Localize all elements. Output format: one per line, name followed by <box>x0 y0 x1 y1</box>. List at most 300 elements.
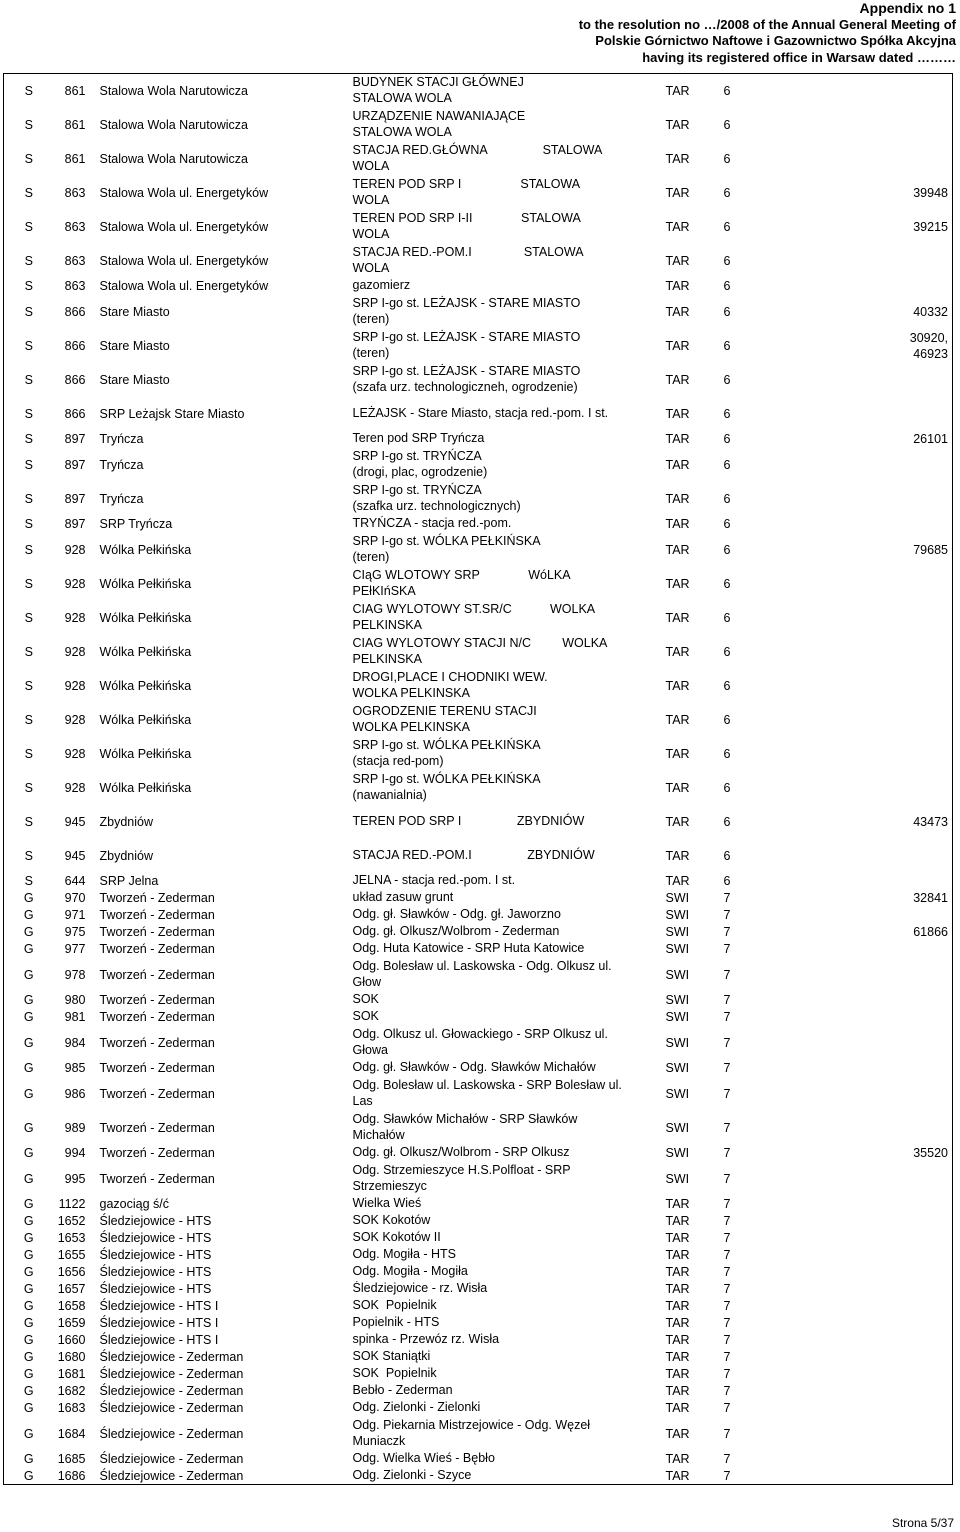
description-line-2: (drogi, plac, ogrodzenie) <box>352 464 488 479</box>
number-cell <box>54 907 96 924</box>
location-cell <box>96 1264 349 1281</box>
number-value: 1686 <box>57 1468 86 1483</box>
code-value: SWI <box>665 925 690 939</box>
appendix-label: Appendix no 1 <box>859 0 956 16</box>
group-value: 6 <box>723 457 731 472</box>
reference-cell <box>780 1247 953 1264</box>
description-line-1: SRP I-go st. TRYŃCZA <box>352 449 482 463</box>
number-value: 1656 <box>57 1265 86 1279</box>
table-row <box>4 1162 953 1196</box>
table-row <box>4 244 953 278</box>
code-value: TAR <box>665 712 690 727</box>
code-cell <box>662 533 720 567</box>
code-cell <box>662 873 720 890</box>
location-value: Tworzeń - Zederman <box>99 1120 215 1135</box>
group-value: 6 <box>723 151 731 166</box>
description-cell <box>349 74 662 108</box>
description-cell <box>349 1213 662 1230</box>
location-value: Stalowa Wola Narutowicza <box>99 117 248 132</box>
type-cell <box>4 924 54 941</box>
type-value: G <box>23 1035 34 1050</box>
group-cell <box>720 1400 780 1417</box>
number-value: 897 <box>64 432 86 446</box>
location-cell <box>96 1366 349 1383</box>
group-cell <box>720 635 780 669</box>
reference-value: 61866 <box>913 925 948 939</box>
type-cell <box>4 482 54 516</box>
code-value: TAR <box>665 1384 690 1398</box>
number-cell <box>54 1230 96 1247</box>
location-value: Tworzeń - Zederman <box>99 1010 215 1024</box>
number-cell <box>54 1451 96 1468</box>
description-line-1: SRP I-go st. LEŻAJSK - STARE MIASTO <box>352 330 581 344</box>
type-value: G <box>23 1426 34 1441</box>
description-line-1: CIAG WYLOTOWY ST.SR/C WOLKA <box>352 602 596 616</box>
code-value: TAR <box>665 1282 690 1296</box>
description-cell <box>349 516 662 533</box>
reference-value: 30920, <box>909 330 948 345</box>
location-cell <box>96 329 349 363</box>
description-cell <box>349 703 662 737</box>
group-cell <box>720 771 780 805</box>
reference-cell <box>780 1332 953 1349</box>
location-cell <box>96 176 349 210</box>
group-value: 7 <box>723 1468 731 1483</box>
code-cell <box>662 142 720 176</box>
code-value: SWI <box>665 1120 690 1135</box>
type-value: S <box>24 712 33 727</box>
group-cell <box>720 295 780 329</box>
location-cell <box>96 924 349 941</box>
reference-cell <box>780 295 953 329</box>
number-value: 866 <box>64 304 86 319</box>
description-line-1: SOK Kokotów <box>352 1213 431 1228</box>
reference-value: 39948 <box>913 185 948 200</box>
number-value: 945 <box>64 848 86 863</box>
description-cell <box>349 431 662 448</box>
number-value: 897 <box>64 457 86 472</box>
code-cell <box>662 431 720 448</box>
description-line-1: Odg. Strzemieszyce H.S.Polfloat - SRP <box>352 1163 571 1177</box>
location-cell <box>96 601 349 635</box>
code-cell <box>662 516 720 533</box>
number-cell <box>54 771 96 805</box>
table-row <box>4 448 953 482</box>
code-cell <box>662 1196 720 1213</box>
number-value: 1658 <box>57 1299 86 1313</box>
description-cell <box>349 1264 662 1281</box>
location-cell <box>96 839 349 873</box>
location-value: Tworzeń - Zederman <box>99 1035 215 1050</box>
code-cell <box>662 363 720 397</box>
reference-cell <box>780 431 953 448</box>
code-cell <box>662 907 720 924</box>
number-value: 928 <box>64 712 86 727</box>
description-line-2: WOLA <box>352 226 390 241</box>
reference-cell <box>780 703 953 737</box>
description-cell <box>349 1247 662 1264</box>
code-cell <box>662 1298 720 1315</box>
type-cell <box>4 1366 54 1383</box>
location-value: Śledziejowice - HTS I <box>99 1299 219 1313</box>
code-value: TAR <box>665 517 690 531</box>
group-value: 6 <box>723 117 731 132</box>
number-value: 994 <box>64 1146 86 1160</box>
description-cell <box>349 635 662 669</box>
group-value: 6 <box>723 304 731 319</box>
group-value: 6 <box>723 372 731 387</box>
description-cell <box>349 1332 662 1349</box>
type-value: G <box>23 993 34 1007</box>
description-line-1: TRYŃCZA - stacja red.-pom. <box>352 516 512 531</box>
description-line-1: Śledziejowice - rz. Wisła <box>352 1281 488 1296</box>
location-value: Stalowa Wola ul. Energetyków <box>99 279 269 293</box>
reference-cell <box>780 839 953 873</box>
table-row <box>4 737 953 771</box>
group-value: 6 <box>723 432 731 446</box>
group-cell <box>720 1366 780 1383</box>
group-cell <box>720 516 780 533</box>
reference-value: 79685 <box>913 542 948 557</box>
code-value: TAR <box>665 746 690 761</box>
reference-cell <box>780 669 953 703</box>
reference-cell <box>780 74 953 108</box>
location-value: Śledziejowice - Zederman <box>99 1384 244 1398</box>
group-cell <box>720 1451 780 1468</box>
description-cell <box>349 108 662 142</box>
table-row <box>4 1009 953 1026</box>
description-cell <box>349 567 662 601</box>
location-value: Stare Miasto <box>99 338 170 353</box>
group-cell <box>720 108 780 142</box>
location-cell <box>96 295 349 329</box>
table-row <box>4 1315 953 1332</box>
type-cell <box>4 1383 54 1400</box>
location-cell <box>96 1468 349 1485</box>
location-cell <box>96 244 349 278</box>
reference-value: 43473 <box>913 814 948 829</box>
group-value: 6 <box>723 874 731 888</box>
description-cell <box>349 1162 662 1196</box>
group-value: 6 <box>723 253 731 268</box>
location-value: Śledziejowice - HTS <box>99 1248 212 1262</box>
number-cell <box>54 1366 96 1383</box>
code-cell <box>662 1077 720 1111</box>
number-cell <box>54 295 96 329</box>
type-value: S <box>24 304 33 319</box>
description-line-1: LEŻAJSK - Stare Miasto, stacja red.-pom. I st. <box>352 405 609 420</box>
description-cell <box>349 1196 662 1213</box>
type-value: S <box>24 253 33 268</box>
group-cell <box>720 839 780 873</box>
type-value: S <box>24 678 33 693</box>
number-value: 863 <box>64 279 86 293</box>
table-row <box>4 1247 953 1264</box>
description-line-2: WOLA <box>352 192 390 207</box>
description-line-1: BUDYNEK STACJI GŁÓWNEJ <box>352 75 524 90</box>
group-value: 6 <box>723 406 731 421</box>
number-value: 866 <box>64 338 86 353</box>
type-value: S <box>24 848 33 863</box>
type-cell <box>4 1162 54 1196</box>
group-value: 7 <box>723 1333 731 1347</box>
table-row <box>4 839 953 873</box>
number-value: 945 <box>64 814 86 829</box>
type-value: S <box>24 780 33 795</box>
code-value: TAR <box>665 644 690 659</box>
group-cell <box>720 1077 780 1111</box>
asset-table <box>3 73 953 1485</box>
group-value: 6 <box>723 746 731 761</box>
description-cell <box>349 176 662 210</box>
type-cell <box>4 1332 54 1349</box>
description-line-1: Odg. Bolesław ul. Laskowska - SRP Bolesław ul. <box>352 1078 622 1092</box>
table-row <box>4 533 953 567</box>
reference-cell <box>780 397 953 431</box>
type-cell <box>4 142 54 176</box>
type-value: S <box>24 406 33 421</box>
code-value: SWI <box>665 1061 690 1075</box>
description-cell <box>349 992 662 1009</box>
description-cell <box>349 1009 662 1026</box>
number-cell <box>54 669 96 703</box>
location-value: Śledziejowice - Zederman <box>99 1468 244 1483</box>
number-value: 1655 <box>57 1248 86 1262</box>
description-line-1: TEREN POD SRP I ZBYDNIÓW <box>352 813 585 828</box>
group-value: 6 <box>723 814 731 829</box>
type-value: S <box>24 610 33 625</box>
code-cell <box>662 669 720 703</box>
group-cell <box>720 703 780 737</box>
reference-cell <box>780 1060 953 1077</box>
type-cell <box>4 516 54 533</box>
description-cell <box>349 1111 662 1145</box>
type-value: S <box>24 874 33 888</box>
code-cell <box>662 1281 720 1298</box>
type-value: G <box>23 891 34 905</box>
type-value: G <box>23 967 34 982</box>
number-value: 971 <box>64 908 86 922</box>
type-cell <box>4 839 54 873</box>
type-value: G <box>23 1120 34 1135</box>
reference-cell <box>780 176 953 210</box>
number-value: 861 <box>64 151 86 166</box>
location-cell <box>96 805 349 839</box>
reference-cell <box>780 1162 953 1196</box>
description-cell <box>349 1383 662 1400</box>
reference-cell <box>780 1315 953 1332</box>
group-cell <box>720 1009 780 1026</box>
description-cell <box>349 907 662 924</box>
reference-cell <box>780 1213 953 1230</box>
number-cell <box>54 516 96 533</box>
description-cell <box>349 482 662 516</box>
type-value: G <box>23 1350 34 1364</box>
type-value: S <box>24 491 33 506</box>
location-value: SRP Jelna <box>99 874 159 888</box>
number-value: 975 <box>64 925 86 939</box>
location-value: Tworzeń - Zederman <box>99 942 215 956</box>
type-cell <box>4 703 54 737</box>
code-value: TAR <box>665 1231 690 1245</box>
location-value: Tryńcza <box>99 491 144 506</box>
table-row <box>4 890 953 907</box>
number-cell <box>54 74 96 108</box>
group-cell <box>720 1298 780 1315</box>
reference-value: 32841 <box>913 891 948 905</box>
number-cell <box>54 1213 96 1230</box>
group-value: 7 <box>723 993 731 1007</box>
code-cell <box>662 958 720 992</box>
group-cell <box>720 448 780 482</box>
reference-cell <box>780 108 953 142</box>
reference-cell <box>780 924 953 941</box>
group-cell <box>720 482 780 516</box>
description-line-2: WOLA <box>352 158 390 173</box>
description-line-1: SRP I-go st. WÓLKA PEŁKIŃSKA <box>352 772 541 786</box>
code-value: TAR <box>665 151 690 166</box>
reference-cell <box>780 737 953 771</box>
description-cell <box>349 1026 662 1060</box>
location-cell <box>96 941 349 958</box>
group-value: 7 <box>723 1035 731 1050</box>
location-cell <box>96 397 349 431</box>
group-cell <box>720 1145 780 1162</box>
type-cell <box>4 1349 54 1366</box>
code-value: TAR <box>665 1350 690 1364</box>
type-cell <box>4 958 54 992</box>
code-value: TAR <box>665 610 690 625</box>
description-line-2: Głow <box>352 974 381 989</box>
reference-cell <box>780 278 953 295</box>
reference-cell <box>780 1383 953 1400</box>
code-cell <box>662 108 720 142</box>
group-value: 7 <box>723 942 731 956</box>
number-value: 1659 <box>57 1316 86 1330</box>
description-line-2: PELKINSKA <box>352 617 422 632</box>
code-value: TAR <box>665 406 690 421</box>
reference-cell <box>780 329 953 363</box>
group-cell <box>720 431 780 448</box>
group-value: 7 <box>723 1316 731 1330</box>
description-line-2: (nawanialnia) <box>352 787 427 802</box>
description-cell <box>349 363 662 397</box>
group-cell <box>720 278 780 295</box>
number-cell <box>54 363 96 397</box>
code-cell <box>662 1162 720 1196</box>
location-cell <box>96 1077 349 1111</box>
reference-cell <box>780 1196 953 1213</box>
number-cell <box>54 1281 96 1298</box>
location-cell <box>96 669 349 703</box>
table-row <box>4 1383 953 1400</box>
number-cell <box>54 635 96 669</box>
description-cell <box>349 890 662 907</box>
number-cell <box>54 1009 96 1026</box>
location-value: Tworzeń - Zederman <box>99 891 215 905</box>
group-value: 7 <box>723 967 731 982</box>
number-value: 861 <box>64 117 86 132</box>
location-value: Wólka Pełkińska <box>99 610 192 625</box>
code-cell <box>662 278 720 295</box>
type-value: G <box>23 1299 34 1313</box>
code-cell <box>662 1349 720 1366</box>
code-cell <box>662 567 720 601</box>
location-value: Tworzeń - Zederman <box>99 993 215 1007</box>
type-cell <box>4 295 54 329</box>
group-value: 7 <box>723 1120 731 1135</box>
table-row <box>4 907 953 924</box>
code-cell <box>662 176 720 210</box>
table-row <box>4 635 953 669</box>
group-value: 6 <box>723 517 731 531</box>
type-cell <box>4 992 54 1009</box>
code-cell <box>662 482 720 516</box>
type-cell <box>4 737 54 771</box>
type-value: S <box>24 279 33 293</box>
code-value: TAR <box>665 542 690 557</box>
reference-cell <box>780 1468 953 1485</box>
group-value: 7 <box>723 908 731 922</box>
code-cell <box>662 1332 720 1349</box>
group-cell <box>720 1162 780 1196</box>
table-row <box>4 210 953 244</box>
type-value: S <box>24 83 33 98</box>
description-line-1: Odg. Huta Katowice - SRP Huta Katowice <box>352 941 585 956</box>
number-value: 863 <box>64 253 86 268</box>
type-cell <box>4 329 54 363</box>
reference-cell <box>780 142 953 176</box>
location-cell <box>96 635 349 669</box>
number-value: 1683 <box>57 1401 86 1415</box>
number-value: 978 <box>64 967 86 982</box>
table-row <box>4 397 953 431</box>
code-cell <box>662 1009 720 1026</box>
description-cell <box>349 839 662 873</box>
location-value: Wólka Pełkińska <box>99 712 192 727</box>
type-cell <box>4 1298 54 1315</box>
group-cell <box>720 397 780 431</box>
description-cell <box>349 329 662 363</box>
reference-cell <box>780 448 953 482</box>
location-cell <box>96 890 349 907</box>
page-number: Strona 5/37 <box>891 1516 954 1530</box>
number-value: 928 <box>64 678 86 693</box>
description-line-2: (szafa urz. technologiczneh, ogrodzenie) <box>352 379 578 394</box>
description-line-2: WOLKA PELKINSKA <box>352 719 470 734</box>
type-value: G <box>23 1265 34 1279</box>
code-value: TAR <box>665 432 690 446</box>
code-value: SWI <box>665 993 690 1007</box>
description-cell <box>349 873 662 890</box>
number-cell <box>54 958 96 992</box>
reference-cell <box>780 1298 953 1315</box>
code-cell <box>662 1111 720 1145</box>
group-cell <box>720 1468 780 1485</box>
type-cell <box>4 431 54 448</box>
description-line-1: gazomierz <box>352 278 411 293</box>
code-cell <box>662 210 720 244</box>
description-line-1: SRP I-go st. WÓLKA PEŁKIŃSKA <box>352 738 541 752</box>
group-cell <box>720 329 780 363</box>
table-row <box>4 363 953 397</box>
description-cell <box>349 1060 662 1077</box>
number-cell <box>54 1145 96 1162</box>
type-cell <box>4 601 54 635</box>
number-cell <box>54 1162 96 1196</box>
type-cell <box>4 244 54 278</box>
number-value: 897 <box>64 517 86 531</box>
